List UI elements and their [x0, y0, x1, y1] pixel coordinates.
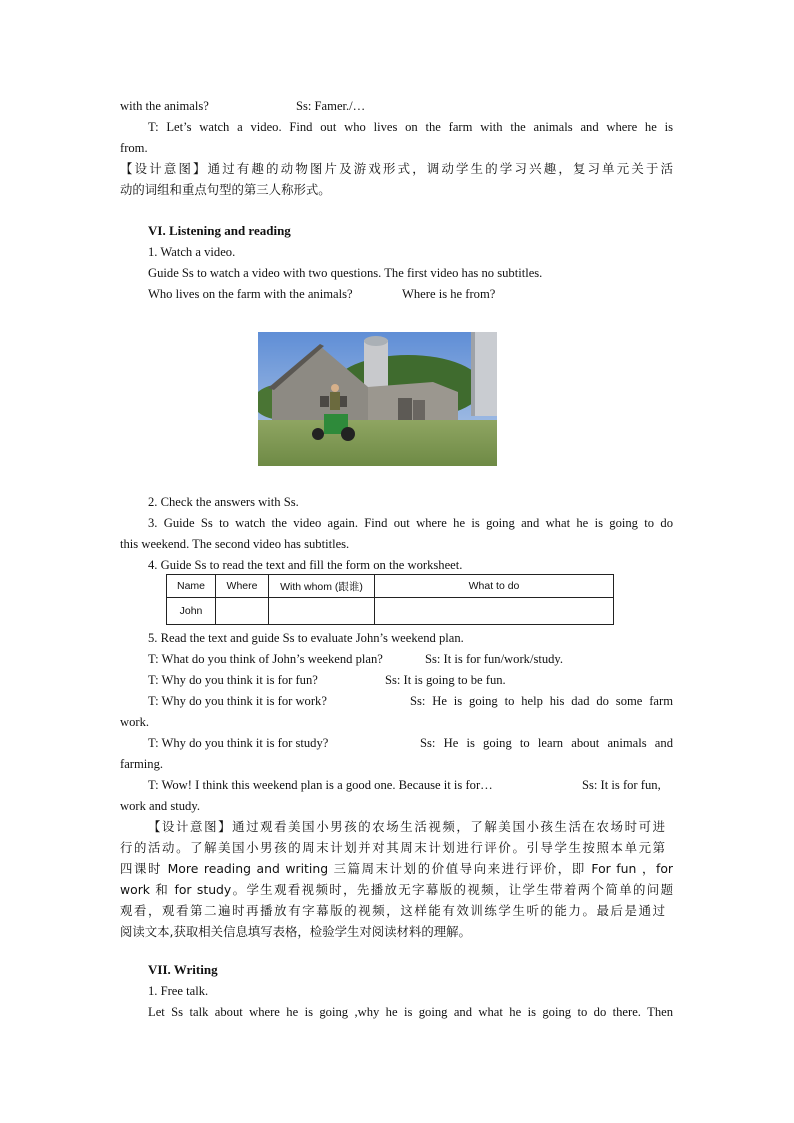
table-cell	[269, 598, 375, 625]
table-cell	[375, 598, 614, 625]
text-line: 2. Check the answers with Ss.	[148, 495, 299, 509]
text-line: 5. Read the text and guide Ss to evaluate John’s weekend plan.	[148, 631, 464, 645]
text-line: Guide Ss to watch a video with two questions. The first video has no subtitles.	[148, 266, 543, 280]
table-header-cell: With whom (跟谁)	[269, 575, 375, 598]
text-line: T: Wow! I think this weekend plan is a good one. Because it is for…	[148, 778, 493, 792]
design-intent-line: 观看，观看第二遍时再播放有字幕版的视频，这样能有效训练学生听的能力。最后是通过	[120, 903, 665, 918]
table-header-cell: Where	[216, 575, 269, 598]
design-intent-line: 行的活动。了解美国小男孩的周末计划并对其周末计划进行评价。引导学生按照本单元第	[120, 840, 665, 855]
line-part: with the animals?	[120, 99, 209, 113]
text-line: Ss: It is going to be fun.	[385, 673, 506, 687]
section-heading: VI. Listening and reading	[148, 223, 291, 238]
text-line: T: Why do you think it is for study?	[148, 736, 329, 750]
text-line: work.	[120, 715, 150, 729]
line-part: Ss: Famer./…	[296, 99, 366, 113]
text-line: Let Ss talk about where he is going ,why he is going and what he is going to do there. Then	[148, 1005, 673, 1019]
text-line: Ss: It is for fun,	[582, 778, 661, 792]
text-line: T: What do you think of John’s weekend plan?	[148, 652, 383, 666]
farm-video-image	[258, 332, 497, 466]
text-line: 3. Guide Ss to watch the video again. Find out where he is going and what he is going to do	[148, 516, 673, 530]
text-line: Ss: He is going to help his dad do some farm	[410, 694, 673, 708]
table-row	[167, 598, 614, 625]
design-intent-line: 【设计意图】通过观看美国小男孩的农场生活视频，了解美国小孩生活在农场时可进	[148, 819, 665, 834]
text-line	[296, 98, 365, 114]
text-line: farming.	[120, 757, 164, 771]
table-header-row	[167, 575, 614, 598]
table-cell: John	[167, 598, 216, 625]
text-line: Ss: It is for fun/work/study.	[425, 652, 564, 666]
text-line: Ss: He is going to learn about animals and	[420, 736, 673, 750]
text-line: 1. Watch a video.	[148, 245, 236, 259]
table-cell	[216, 598, 269, 625]
text-line	[120, 98, 209, 114]
section-heading: VII. Writing	[148, 962, 218, 977]
text-line: T: Why do you think it is for work?	[148, 694, 327, 708]
worksheet-form-table	[166, 574, 614, 625]
text-line: 4. Guide Ss to read the text and fill the form on the worksheet.	[148, 558, 463, 572]
design-intent-line: 【设计意图】通过有趣的动物图片及游戏形式，调动学生的学习兴趣，复习单元关于活	[120, 161, 673, 176]
text-line: T: Let’s watch a video. Find out who lives on the farm with the animals and where he is	[148, 120, 673, 134]
text-line: Who lives on the farm with the animals?	[148, 287, 353, 301]
text-line: this weekend. The second video has subtitles.	[120, 537, 350, 551]
table-header-cell: Name	[167, 575, 216, 598]
design-intent-line: 四课时 More reading and writing 三篇周末计划的价值导向来进行评价，即 For fun ，for	[120, 861, 673, 876]
design-intent-line: 动的词组和重点句型的第三人称形式。	[120, 182, 331, 197]
design-intent-line: work 和 for study。学生观看视频时，先播放无字幕版的视频，让学生带着两个简单的问题	[120, 882, 673, 897]
text-line: work and study.	[120, 799, 200, 813]
design-intent-line: 阅读文本,获取相关信息填写表格，检验学生对阅读材料的理解。	[120, 924, 471, 939]
text-line: Where is he from?	[402, 287, 496, 301]
table-header-cell: What to do	[375, 575, 614, 598]
text-line: from.	[120, 141, 148, 155]
text-line: T: Why do you think it is for fun?	[148, 673, 318, 687]
text-line: 1. Free talk.	[148, 984, 209, 998]
